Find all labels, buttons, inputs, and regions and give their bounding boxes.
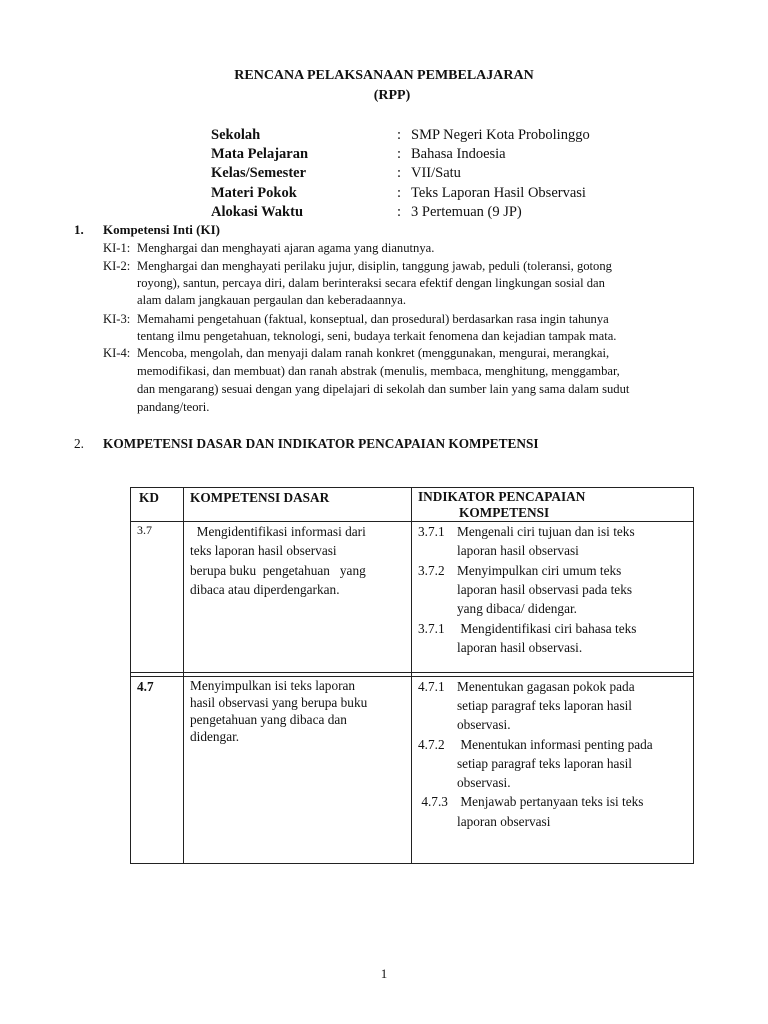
kd-code: 4.7 <box>137 679 154 694</box>
ki-1-code: KI-1: <box>103 241 131 255</box>
value-alokasi-waktu: 3 Pertemuan (9 JP) <box>411 204 522 220</box>
indicator-number: 3.7.2 <box>418 563 445 578</box>
kd-code: 3.7 <box>137 523 152 537</box>
label-materi-pokok: Materi Pokok <box>211 185 297 201</box>
document-title: RENCANA PELAKSANAAN PEMBELAJARAN <box>234 68 534 83</box>
section-1-number: 1. <box>74 222 84 237</box>
kd-description-line: didengar. <box>190 729 240 744</box>
value-materi-pokok: Teks Laporan Hasil Observasi <box>411 185 586 201</box>
indicator-line: Menyimpulkan ciri umum teks <box>457 563 622 578</box>
header-indikator: INDIKATOR PENCAPAIAN <box>418 489 586 504</box>
indicator-line: observasi. <box>457 775 511 790</box>
indicator-line: setiap paragraf teks laporan hasil <box>457 756 633 771</box>
ki-2-line: royong), santun, percaya diri, dalam berinteraksi secara efektif dengan lingkungan sosial dan <box>137 276 605 290</box>
label-mata-pelajaran: Mata Pelajaran <box>211 146 309 162</box>
kd-indicator-table <box>130 487 694 864</box>
ki-4-line: pandang/teori. <box>137 400 210 414</box>
header-kompetensi-dasar: KOMPETENSI DASAR <box>190 490 330 505</box>
value-mata-pelajaran: Bahasa Indoesia <box>411 146 506 162</box>
label-alokasi-waktu: Alokasi Waktu <box>211 204 304 220</box>
ki-2-line: alam dalam jangkauan pergaulan dan keberadaannya. <box>137 293 407 307</box>
header-indikator: KOMPETENSI <box>459 505 550 520</box>
ki-2-line: Menghargai dan menghayati perilaku jujur, disiplin, tanggung jawab, peduli (toleransi, gotong <box>137 259 612 273</box>
ki-4-code: KI-4: <box>103 346 131 360</box>
colon: : <box>397 185 402 201</box>
indicator-number: 4.7.3 <box>418 794 448 809</box>
indicator-number: 4.7.1 <box>418 679 445 694</box>
ki-3-code: KI-3: <box>103 312 131 326</box>
indicator-line: Menjawab pertanyaan teks isi teks <box>457 794 644 809</box>
indicator-line: Menentukan gagasan pokok pada <box>457 679 635 694</box>
colon: : <box>397 127 402 143</box>
indicator-number: 3.7.1 <box>418 621 445 636</box>
section-1-title: Kompetensi Inti (KI) <box>103 222 220 237</box>
kd-description-line: berupa buku pengetahuan yang <box>190 563 366 578</box>
ki-4-line: memodifikasi, dan membuat) dan ranah abstrak (menulis, membaca, menghitung, menggambar, <box>137 364 620 378</box>
indicator-line: observasi. <box>457 717 511 732</box>
indicator-line: laporan hasil observasi <box>457 543 579 558</box>
label-kelas-semester: Kelas/Semester <box>211 165 307 181</box>
indicator-line: setiap paragraf teks laporan hasil <box>457 698 633 713</box>
kd-description-line: Menyimpulkan isi teks laporan <box>190 678 356 693</box>
indicator-number: 4.7.2 <box>418 737 445 752</box>
kd-description-line: teks laporan hasil observasi <box>190 543 337 558</box>
kd-description-line: hasil observasi yang berupa buku <box>190 695 368 710</box>
indicator-number: 3.7.1 <box>418 524 445 539</box>
ki-1-line: Menghargai dan menghayati ajaran agama yang dianutnya. <box>137 241 435 255</box>
page-number: 1 <box>380 966 388 981</box>
indicator-line: laporan hasil observasi pada teks <box>457 582 633 597</box>
section-2-number: 2. <box>74 436 84 451</box>
indicator-line: Mengenali ciri tujuan dan isi teks <box>457 524 635 539</box>
indicator-line: Menentukan informasi penting pada <box>457 737 653 752</box>
colon: : <box>397 165 402 181</box>
kd-description-line: dibaca atau diperdengarkan. <box>190 582 340 597</box>
ki-3-line: tentang ilmu pengetahuan, teknologi, seni, budaya terkait fenomena dan kejadian tampak mata. <box>137 329 617 343</box>
ki-4-line: Mencoba, mengolah, dan menyaji dalam ranah konkret (menggunakan, mengurai, merangkai, <box>137 346 610 360</box>
indicator-line: laporan observasi <box>457 814 551 829</box>
kd-description-line: Mengidentifikasi informasi dari <box>190 524 366 539</box>
kd-description-line: pengetahuan yang dibaca dan <box>190 712 347 727</box>
indicator-line: laporan hasil observasi. <box>457 640 583 655</box>
header-kd: KD <box>139 490 159 505</box>
label-sekolah: Sekolah <box>211 127 261 143</box>
ki-4-line: dan mengarang) sesuai dengan yang dipelajari di sekolah dan sumber lain yang sama dalam sudut <box>137 382 630 396</box>
section-2-title: KOMPETENSI DASAR DAN INDIKATOR PENCAPAIAN KOMPETENSI <box>103 436 539 451</box>
row-divider <box>131 672 693 673</box>
colon: : <box>397 146 402 162</box>
value-kelas-semester: VII/Satu <box>411 165 461 181</box>
document-subtitle: (RPP) <box>373 88 411 103</box>
indicator-line: Mengidentifikasi ciri bahasa teks <box>457 621 637 636</box>
colon: : <box>397 204 402 220</box>
indicator-line: yang dibaca/ didengar. <box>457 601 577 616</box>
value-sekolah: SMP Negeri Kota Probolinggo <box>411 127 590 143</box>
ki-3-line: Memahami pengetahuan (faktual, konseptual, dan prosedural) berdasarkan rasa ingin tahunya <box>137 312 609 326</box>
ki-2-code: KI-2: <box>103 259 131 273</box>
